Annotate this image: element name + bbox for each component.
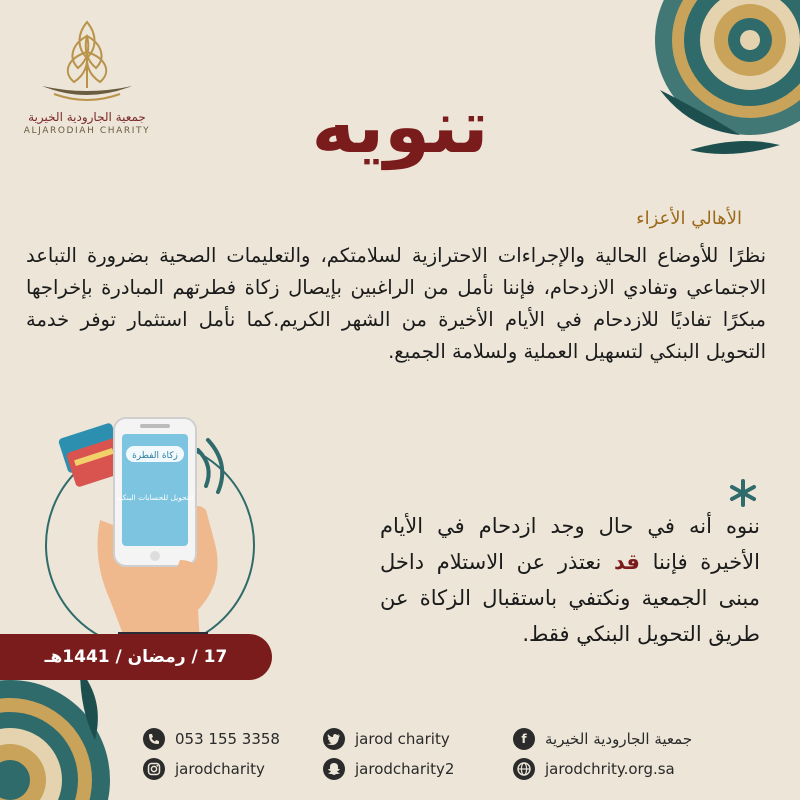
greeting: الأهالي الأعزاء: [636, 208, 742, 229]
page-title: تنويه: [311, 84, 489, 170]
notice-text: ننوه أنه في حال وجد ازدحام في الأيام الأخيرة فإننا قد نعتذر عن الاستلام داخل مبنى الجمعية ونكتفي باستقبال الزكاة عن طريق التحويل البنكي فقط.: [380, 514, 760, 646]
asterisk-icon: [728, 478, 758, 508]
facebook-contact[interactable]: f جمعية الجارودية الخيرية: [513, 728, 692, 750]
facebook-icon: f: [513, 728, 535, 750]
website-contact[interactable]: jarodchrity.org.sa: [513, 758, 675, 780]
snapchat-contact[interactable]: jarodcharity2: [323, 758, 454, 780]
phone-screen-subtitle: التحويل للحسابات البنكية: [116, 493, 194, 502]
instagram-icon: [143, 758, 165, 780]
date-banner: 17 / رمضان / 1441هـ: [0, 634, 272, 680]
announcement-body: نظرًا للأوضاع الحالية والإجراءات الاحترازية لسلامتكم، والتعليمات الصحية بضرورة التباعد الاجتماعي وتفادي الازدحام، فإننا نأمل من الراغبين بإيصال زكاة فطرتهم المبادرة بإخراجها مبكرًا تفاديًا للازدحام في الأيام الأخيرة من الشهر الكريم.كما نأمل استثمار توفر خدمة التحويل البنكي لتسهيل العملية ولسلامة الجميع.: [26, 244, 766, 363]
instagram-contact[interactable]: jarodcharity: [143, 758, 265, 780]
globe-icon: [513, 758, 535, 780]
phone-icon: [143, 728, 165, 750]
phone-screen-title: زكاة الفطرة: [132, 451, 178, 461]
phone-illustration: [30, 410, 270, 650]
phone-contact[interactable]: 053 155 3358: [143, 728, 280, 750]
notice-emphasis: قد: [614, 550, 640, 574]
contacts-footer: [140, 728, 740, 788]
logo-name-english: ALJARODIAH CHARITY: [23, 126, 151, 136]
twitter-icon: [323, 728, 345, 750]
logo-name-arabic: جمعية الجارودية الخيرية: [28, 110, 146, 124]
snapchat-icon: [323, 758, 345, 780]
twitter-contact[interactable]: jarod charity: [323, 728, 450, 750]
